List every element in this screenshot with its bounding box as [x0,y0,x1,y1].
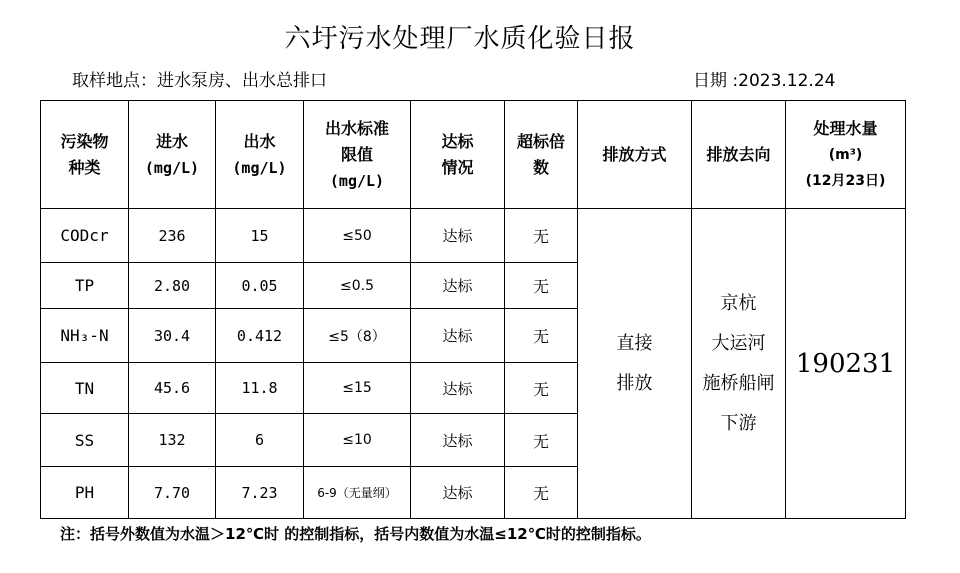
outlet-cell: 6 [216,414,304,467]
outlet-cell: 11.8 [216,363,304,414]
outlet-cell: 0.05 [216,263,304,309]
status-cell: 达标 [411,363,505,414]
standard-cell: ≤5（8） [304,309,411,363]
inlet-cell: 30.4 [129,309,216,363]
header-standard: 出水标准 限值 (mg/L) [304,101,411,209]
parameter-cell: CODcr [41,209,129,263]
exceedance-cell: 无 [505,363,578,414]
standard-cell: 6-9（无量纲） [304,467,411,519]
standard-cell: ≤0.5 [304,263,411,309]
outlet-cell: 7.23 [216,467,304,519]
header-row [41,101,906,209]
exceedance-cell: 无 [505,467,578,519]
discharge-destination-cell: 京杭 大运河 施桥船闸 下游 [692,209,786,519]
status-cell: 达标 [411,467,505,519]
exceedance-cell: 无 [505,263,578,309]
water-quality-table [40,100,906,519]
header-volume: 处理水量 (m³) (12月23日) [786,101,906,209]
header-parameter: 污染物 种类 [41,101,129,209]
inlet-cell: 7.70 [129,467,216,519]
sampling-location: 取样地点：进水泵房、出水总排口 [72,71,327,91]
parameter-cell: NH₃-N [41,309,129,363]
status-cell: 达标 [411,263,505,309]
footnote: 注：括号外数值为水温＞12℃时 的控制指标，括号内数值为水温≤12℃时的控制指标。 [60,525,651,543]
parameter-cell: PH [41,467,129,519]
report-date: 日期 :2023.12.24 [693,71,836,91]
status-cell: 达标 [411,414,505,467]
header-discharge-destination: 排放去向 [692,101,786,209]
exceedance-cell: 无 [505,414,578,467]
exceedance-cell: 无 [505,209,578,263]
inlet-cell: 236 [129,209,216,263]
header-outlet: 出水 (mg/L) [216,101,304,209]
discharge-method-cell: 直接 排放 [578,209,692,519]
outlet-cell: 0.412 [216,309,304,363]
inlet-cell: 45.6 [129,363,216,414]
report-title: 六圩污水处理厂水质化验日报 [284,24,636,54]
outlet-cell: 15 [216,209,304,263]
header-exceedance: 超标倍 数 [505,101,578,209]
standard-cell: ≤50 [304,209,411,263]
parameter-cell: SS [41,414,129,467]
inlet-cell: 132 [129,414,216,467]
status-cell: 达标 [411,309,505,363]
parameter-cell: TP [41,263,129,309]
inlet-cell: 2.80 [129,263,216,309]
parameter-cell: TN [41,363,129,414]
header-discharge-method: 排放方式 [578,101,692,209]
table-row [41,209,906,263]
exceedance-cell: 无 [505,309,578,363]
treated-volume-cell: 190231 [786,209,906,519]
status-cell: 达标 [411,209,505,263]
header-inlet: 进水 (mg/L) [129,101,216,209]
standard-cell: ≤15 [304,363,411,414]
header-status: 达标 情况 [411,101,505,209]
standard-cell: ≤10 [304,414,411,467]
